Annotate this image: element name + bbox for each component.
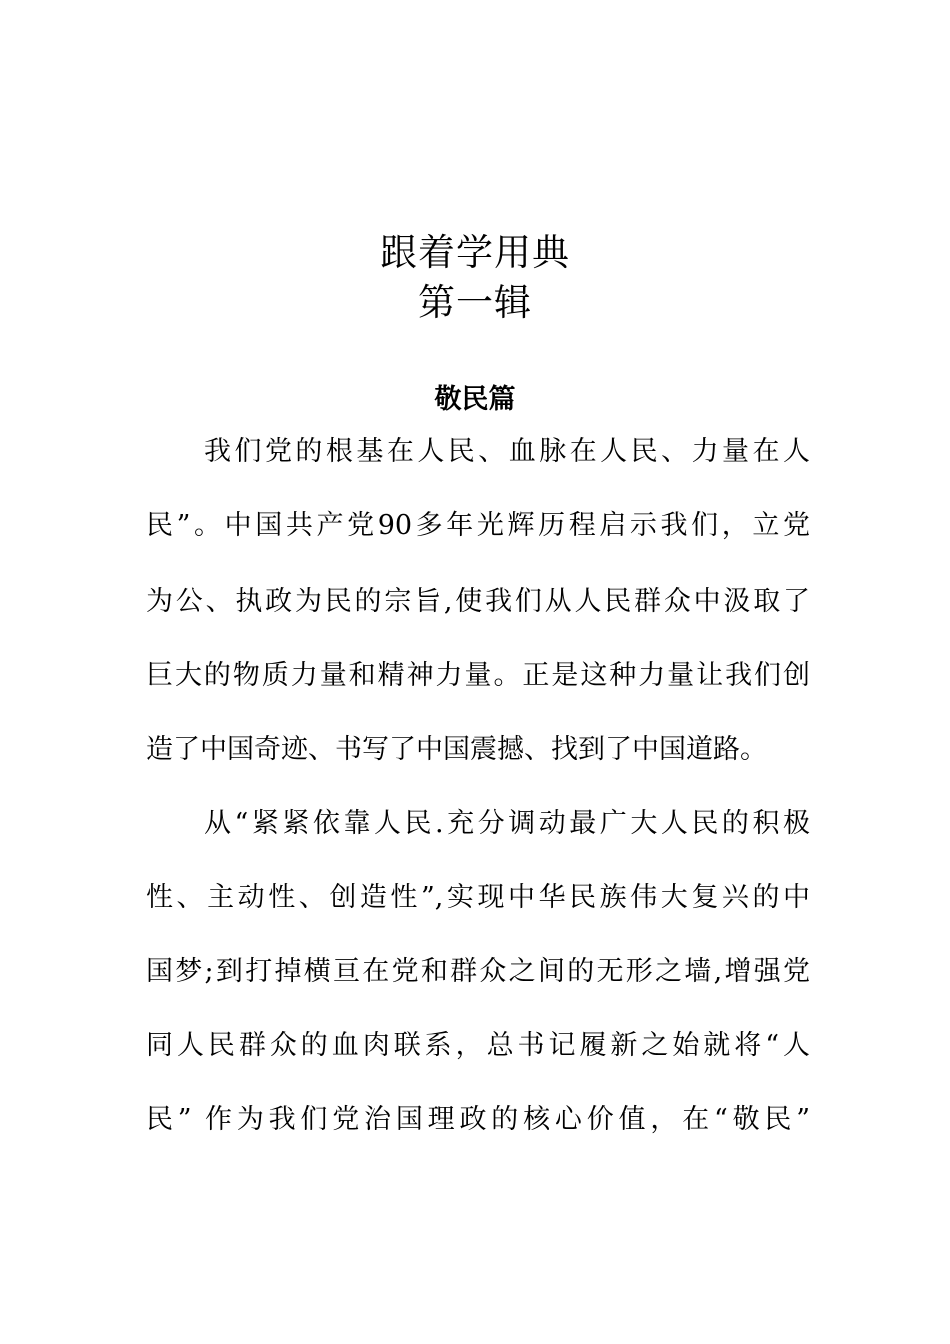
paragraph-2-line-4: 同人民群众的血肉联系，总书记履新之始就将“人 xyxy=(146,1030,810,1061)
paragraph-2-line-5: 民” 作为我们党治国理政的核心价值，在“敬民” xyxy=(146,1104,810,1135)
paragraph-1-line-5: 造了中国奇迹、书写了中国震撼、找到了中国道路。 xyxy=(146,734,767,765)
paragraph-2-line-3: 国梦;到打掉横亘在党和群众之间的无形之墙,增强党 xyxy=(146,956,810,987)
paragraph-1-line-2: 民”。中国共产党90多年光辉历程启示我们，立党 xyxy=(146,510,810,541)
paragraph-1-line-4: 巨大的物质力量和精神力量。正是这种力量让我们创 xyxy=(146,660,810,691)
paragraph-1-line-1: 我们党的根基在人民、血脉在人民、力量在人 xyxy=(204,436,810,467)
document-title: 跟着学用典 xyxy=(380,231,570,274)
section-heading: 敬民篇 xyxy=(434,384,516,415)
paragraph-2-line-1: 从“紧紧依靠人民.充分调动最广大人民的积极 xyxy=(204,808,810,839)
document-subtitle: 第一辑 xyxy=(418,281,532,324)
paragraph-1-line-3: 为公、执政为民的宗旨,使我们从人民群众中汲取了 xyxy=(146,586,810,617)
paragraph-2-line-2: 性、主动性、创造性”,实现中华民族伟大复兴的中 xyxy=(146,882,810,913)
